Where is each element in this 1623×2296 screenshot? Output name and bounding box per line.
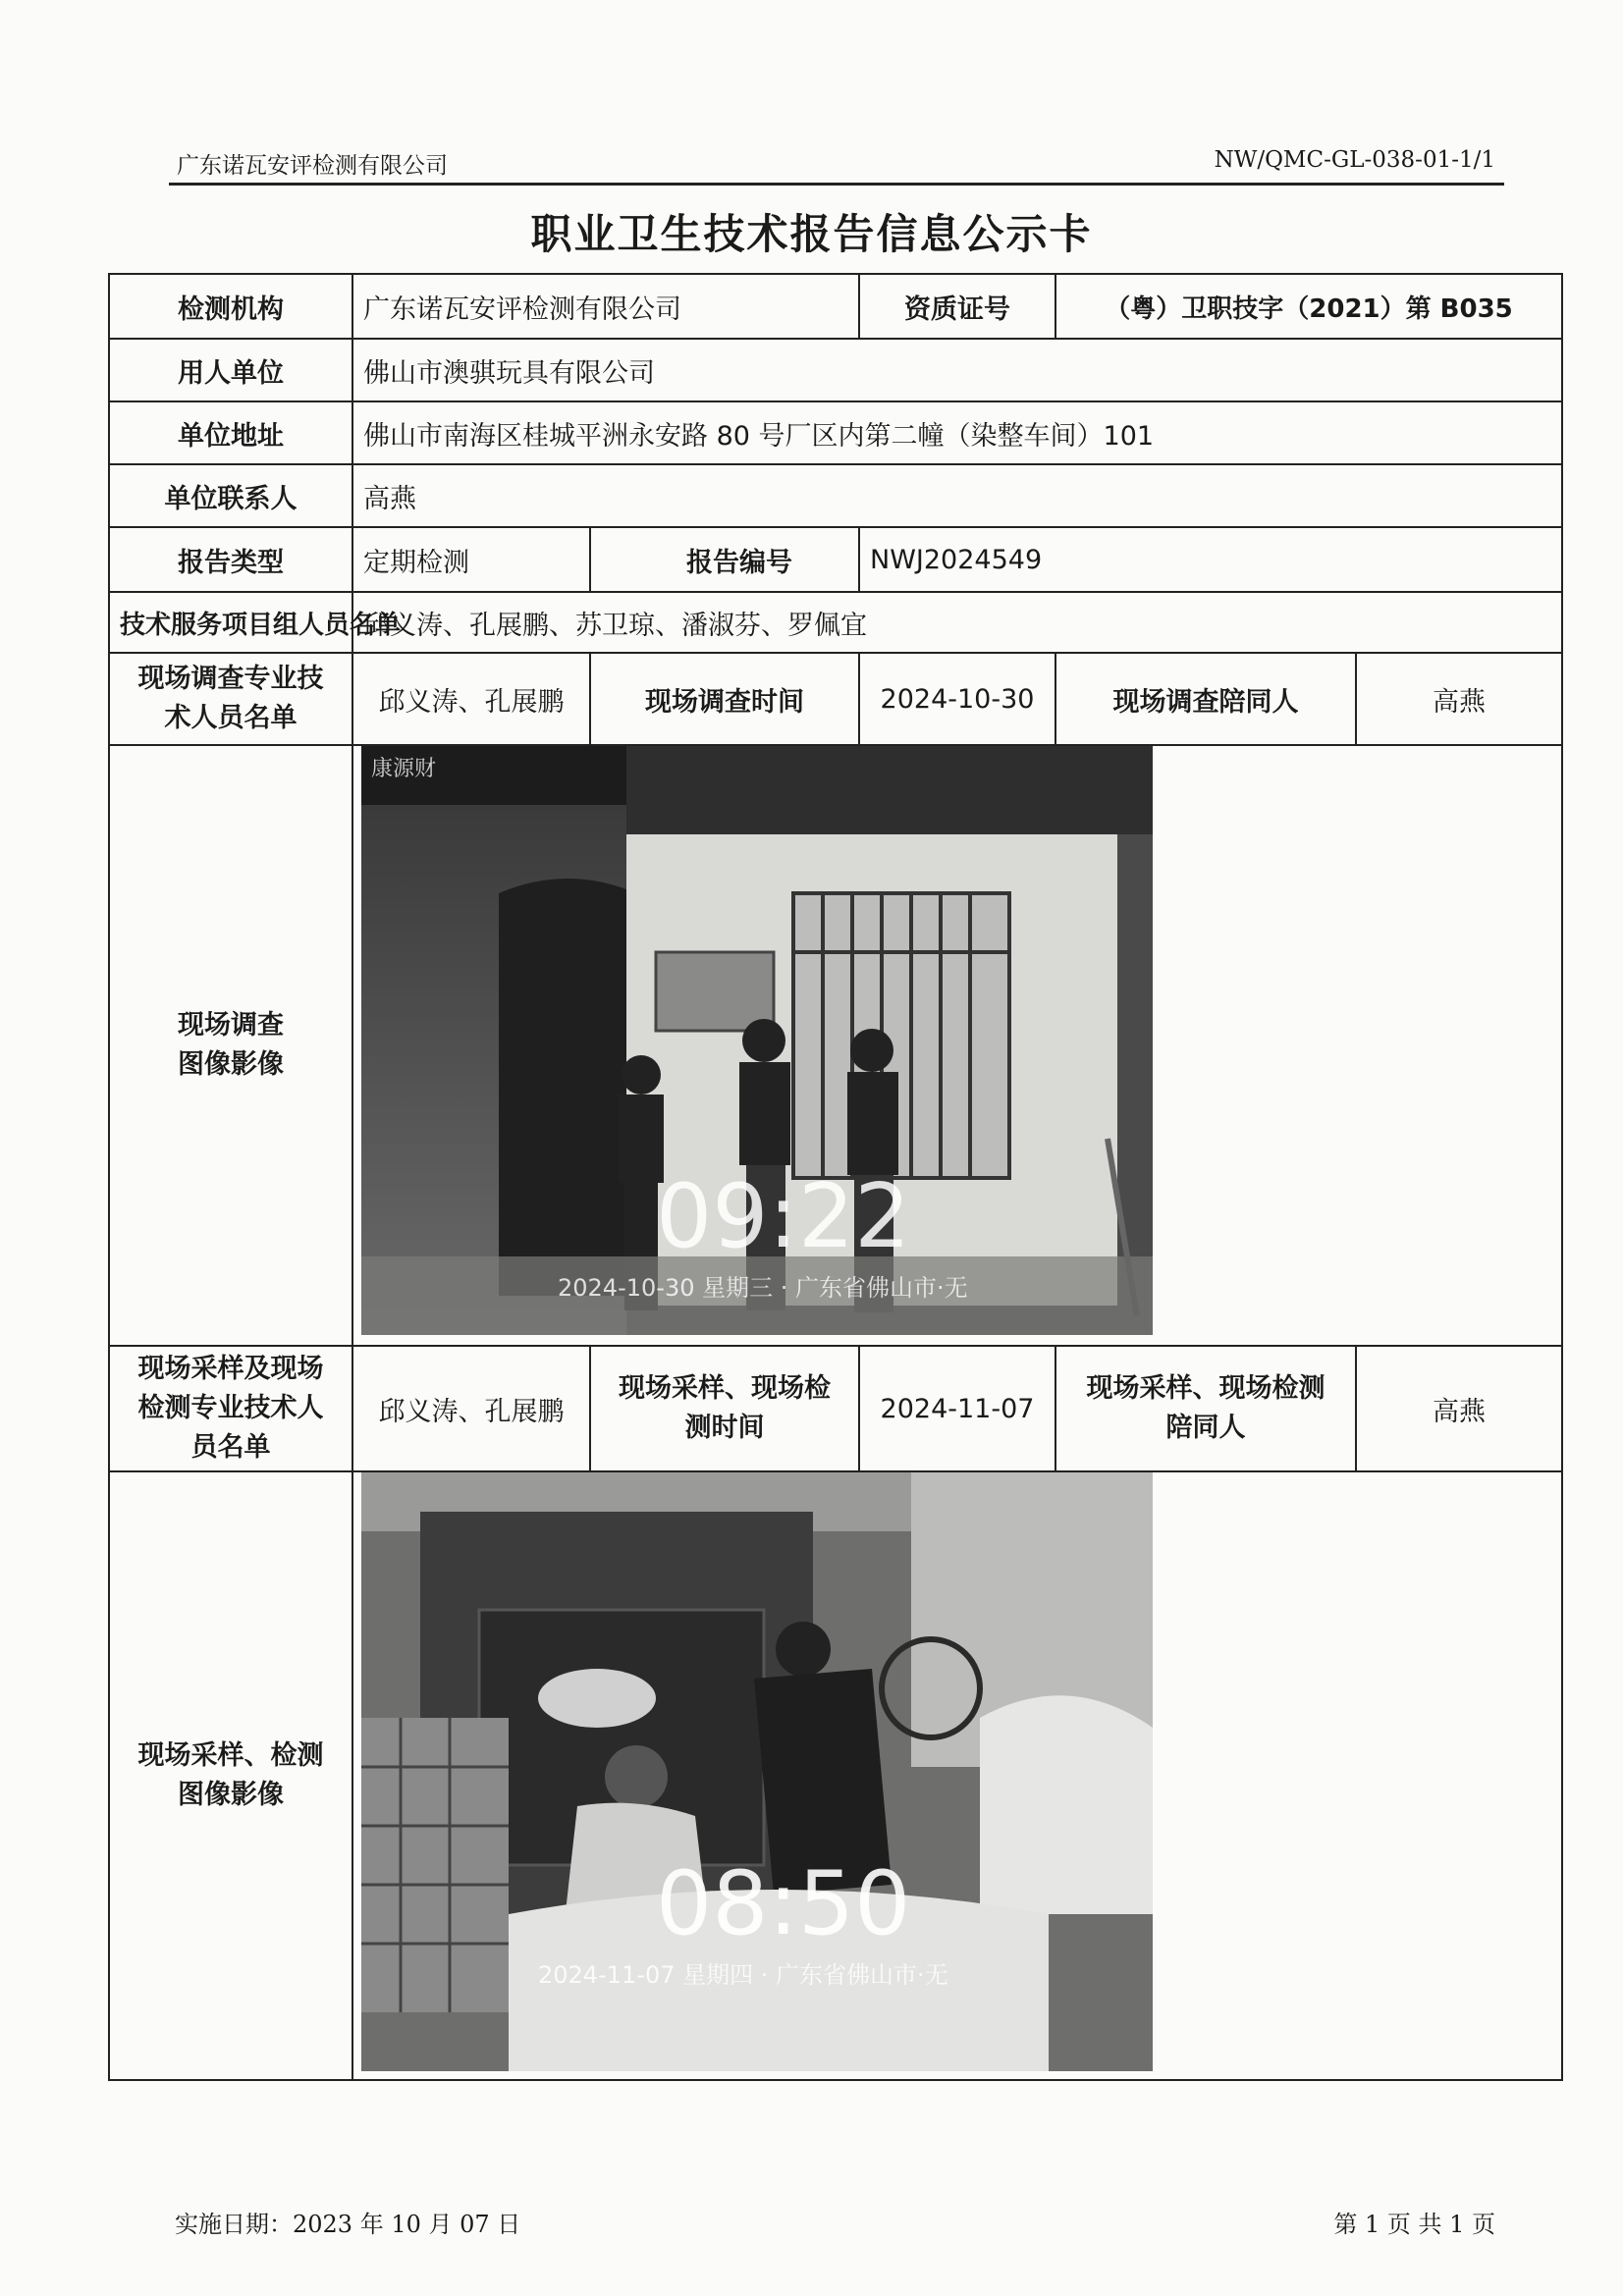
survey-photo-label-line2: 图像影像 [178,1049,284,1080]
address-label: 单位地址 [109,401,352,464]
survey-photo [361,746,1153,1335]
survey-time-value: 2024-10-30 [859,653,1055,745]
sampling-escort-label [1055,1346,1356,1471]
survey-photo-image [361,746,1153,1335]
row-sampling-staff [109,1346,1562,1471]
row-survey-photo [109,745,1562,1346]
cert-label: 资质证号 [859,274,1055,339]
sampling-time-value: 2024-11-07 [859,1346,1055,1471]
row-address [109,401,1562,464]
sampling-escort-label-line2: 陪同人 [1165,1413,1246,1443]
sampling-escort-value: 高燕 [1356,1346,1562,1471]
survey-staff-label-line1: 现场调查专业技 [137,664,324,694]
survey-photo-label [109,745,352,1346]
page-title: 职业卫生技术报告信息公示卡 [530,210,1093,258]
cert-value: （粤）卫职技字（2021）第 B035 [1055,274,1562,339]
contact-value: 高燕 [352,464,1562,527]
sampling-staff-value: 邱义涛、孔展鹏 [352,1346,590,1471]
footer-effective-date: 实施日期：2023 年 10 月 07 日 [175,2211,521,2238]
org-label: 检测机构 [109,274,352,339]
info-card-table [108,273,1563,2081]
survey-staff-value: 邱义涛、孔展鹏 [352,653,590,745]
sampling-photo-time: 08:50 [656,1852,911,1955]
org-value: 广东诺瓦安评检测有限公司 [352,274,859,339]
survey-photo-sign: 康源财 [371,757,437,781]
team-label: 技术服务项目组人员名单 [109,592,352,653]
employer-label: 用人单位 [109,339,352,401]
sampling-photo [361,1472,1153,2071]
header-doc-code: NW/QMC-GL-038-01-1/1 [1214,147,1495,173]
row-survey-staff [109,653,1562,745]
survey-photo-label-line1: 现场调查 [178,1010,284,1041]
survey-staff-label [109,653,352,745]
sampling-time-label-line1: 现场采样、现场检 [619,1373,831,1404]
sampling-staff-label-line3: 员名单 [190,1432,271,1463]
sampling-photo-image [361,1472,1153,2071]
sampling-photo-label-line1: 现场采样、检测 [137,1740,324,1771]
survey-staff-label-line2: 术人员名单 [164,703,298,733]
report-type-value: 定期检测 [352,527,590,592]
sampling-photo-cell [352,1471,1562,2080]
survey-escort-value: 高燕 [1356,653,1562,745]
survey-time-label: 现场调查时间 [590,653,859,745]
header-company: 广东诺瓦安评检测有限公司 [177,153,448,179]
sampling-staff-label-line1: 现场采样及现场 [137,1354,324,1384]
report-type-label: 报告类型 [109,527,352,592]
survey-photo-time: 09:22 [656,1165,911,1268]
address-value: 佛山市南海区桂城平洲永安路 80 号厂区内第二幢（染整车间）101 [352,401,1562,464]
sampling-staff-label-line2: 检测专业技术人 [137,1393,324,1423]
sampling-time-label [590,1346,859,1471]
sampling-escort-label-line1: 现场采样、现场检测 [1086,1373,1325,1404]
sampling-time-label-line2: 测时间 [684,1413,765,1443]
survey-photo-stamp: 2024-10-30 星期三 · 广东省佛山市·无 [558,1274,968,1302]
survey-photo-cell [352,745,1562,1346]
sampling-photo-label-line2: 图像影像 [178,1780,284,1810]
row-sampling-photo [109,1471,1562,2080]
footer-page-number: 第 1 页 共 1 页 [1333,2211,1495,2238]
report-no-value: NWJ2024549 [859,527,1562,592]
row-employer [109,339,1562,401]
row-report [109,527,1562,592]
contact-label: 单位联系人 [109,464,352,527]
sampling-photo-stamp: 2024-11-07 星期四 · 广东省佛山市·无 [538,1961,948,1989]
row-team [109,592,1562,653]
survey-escort-label: 现场调查陪同人 [1055,653,1356,745]
employer-value: 佛山市澳骐玩具有限公司 [352,339,1562,401]
row-contact [109,464,1562,527]
team-value: 邱义涛、孔展鹏、苏卫琼、潘淑芬、罗佩宜 [352,592,1562,653]
sampling-photo-label [109,1471,352,2080]
header-divider [169,183,1504,186]
report-no-label: 报告编号 [590,527,859,592]
row-org [109,274,1562,339]
sampling-staff-label [109,1346,352,1471]
